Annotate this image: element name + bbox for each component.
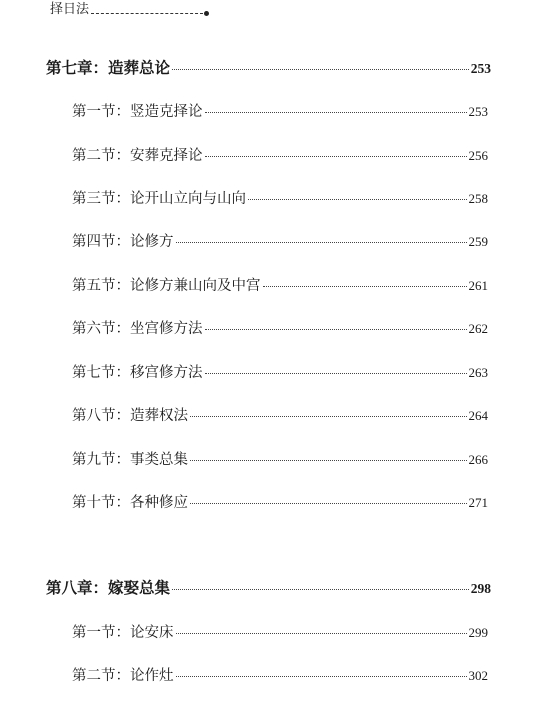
dot-leader	[176, 676, 467, 677]
toc-section-7-2[interactable]	[72, 144, 488, 165]
section-page-number: 299	[468, 625, 488, 640]
section-title: 第九节：事类总集	[72, 452, 188, 468]
toc-section-7-4[interactable]	[72, 230, 488, 251]
section-page-number: 262	[468, 321, 488, 336]
dot-leader	[248, 199, 467, 200]
section-title: 第二节：安葬克择论	[72, 148, 203, 164]
dot-leader	[190, 503, 467, 504]
dot-leader	[205, 373, 467, 374]
section-page-number: 259	[468, 234, 488, 249]
section-title: 第一节：论安床	[72, 625, 174, 641]
section-title: 第五节：论修方兼山向及中宫	[72, 278, 261, 294]
dot-leader	[205, 329, 467, 330]
toc-section-7-9[interactable]	[72, 448, 488, 469]
section-page-number: 258	[468, 191, 488, 206]
bullet-dot-icon	[204, 11, 209, 16]
dot-leader	[172, 589, 469, 590]
dot-leader	[190, 416, 467, 417]
section-title: 第六节：坐宫修方法	[72, 321, 203, 337]
toc-section-7-3[interactable]	[72, 187, 488, 208]
dot-leader	[205, 112, 467, 113]
section-page-number: 302	[468, 668, 488, 683]
section-title: 第一节：竖造克择论	[72, 104, 203, 120]
section-page-number: 271	[468, 495, 488, 510]
dot-leader	[205, 156, 467, 157]
toc-section-7-7[interactable]	[72, 361, 488, 382]
leader-dashes	[91, 13, 203, 14]
section-page-number: 253	[468, 104, 488, 119]
toc-chapter-8[interactable]	[46, 576, 491, 598]
chapter-title: 第八章：嫁娶总集	[46, 578, 171, 597]
section-title: 第八节：造葬权法	[72, 408, 188, 424]
section-title: 第二节：论作灶	[72, 668, 174, 684]
section-page-number: 261	[468, 278, 488, 293]
section-title: 第三节：论开山立向与山向	[72, 191, 246, 207]
dot-leader	[172, 69, 469, 70]
toc-section-7-6[interactable]	[72, 317, 488, 338]
toc-section-8-2[interactable]	[72, 664, 488, 685]
section-title: 第四节：论修方	[72, 234, 174, 250]
dot-leader	[176, 633, 467, 634]
section-title: 第十节：各种修应	[72, 495, 188, 511]
toc-section-7-5[interactable]	[72, 274, 488, 295]
section-page-number: 256	[468, 148, 488, 163]
toc-section-8-1[interactable]	[72, 621, 488, 642]
dot-leader	[263, 286, 467, 287]
toc-section-7-1[interactable]	[72, 100, 488, 121]
toc-section-7-10[interactable]	[72, 491, 488, 512]
dot-leader	[190, 460, 467, 461]
toc-entry-label: 择日法	[50, 2, 90, 17]
section-page-number: 264	[468, 408, 488, 423]
section-title: 第七节：移宫修方法	[72, 365, 203, 381]
toc-entry-previous	[50, 0, 209, 20]
toc-section-7-8[interactable]	[72, 404, 488, 425]
toc-chapter-7[interactable]	[46, 56, 491, 78]
section-page-number: 263	[468, 365, 488, 380]
chapter-page-number: 298	[470, 581, 491, 596]
chapter-title: 第七章：造葬总论	[46, 58, 171, 77]
dot-leader	[176, 242, 467, 243]
chapter-page-number: 253	[470, 61, 491, 76]
section-page-number: 266	[468, 452, 488, 467]
